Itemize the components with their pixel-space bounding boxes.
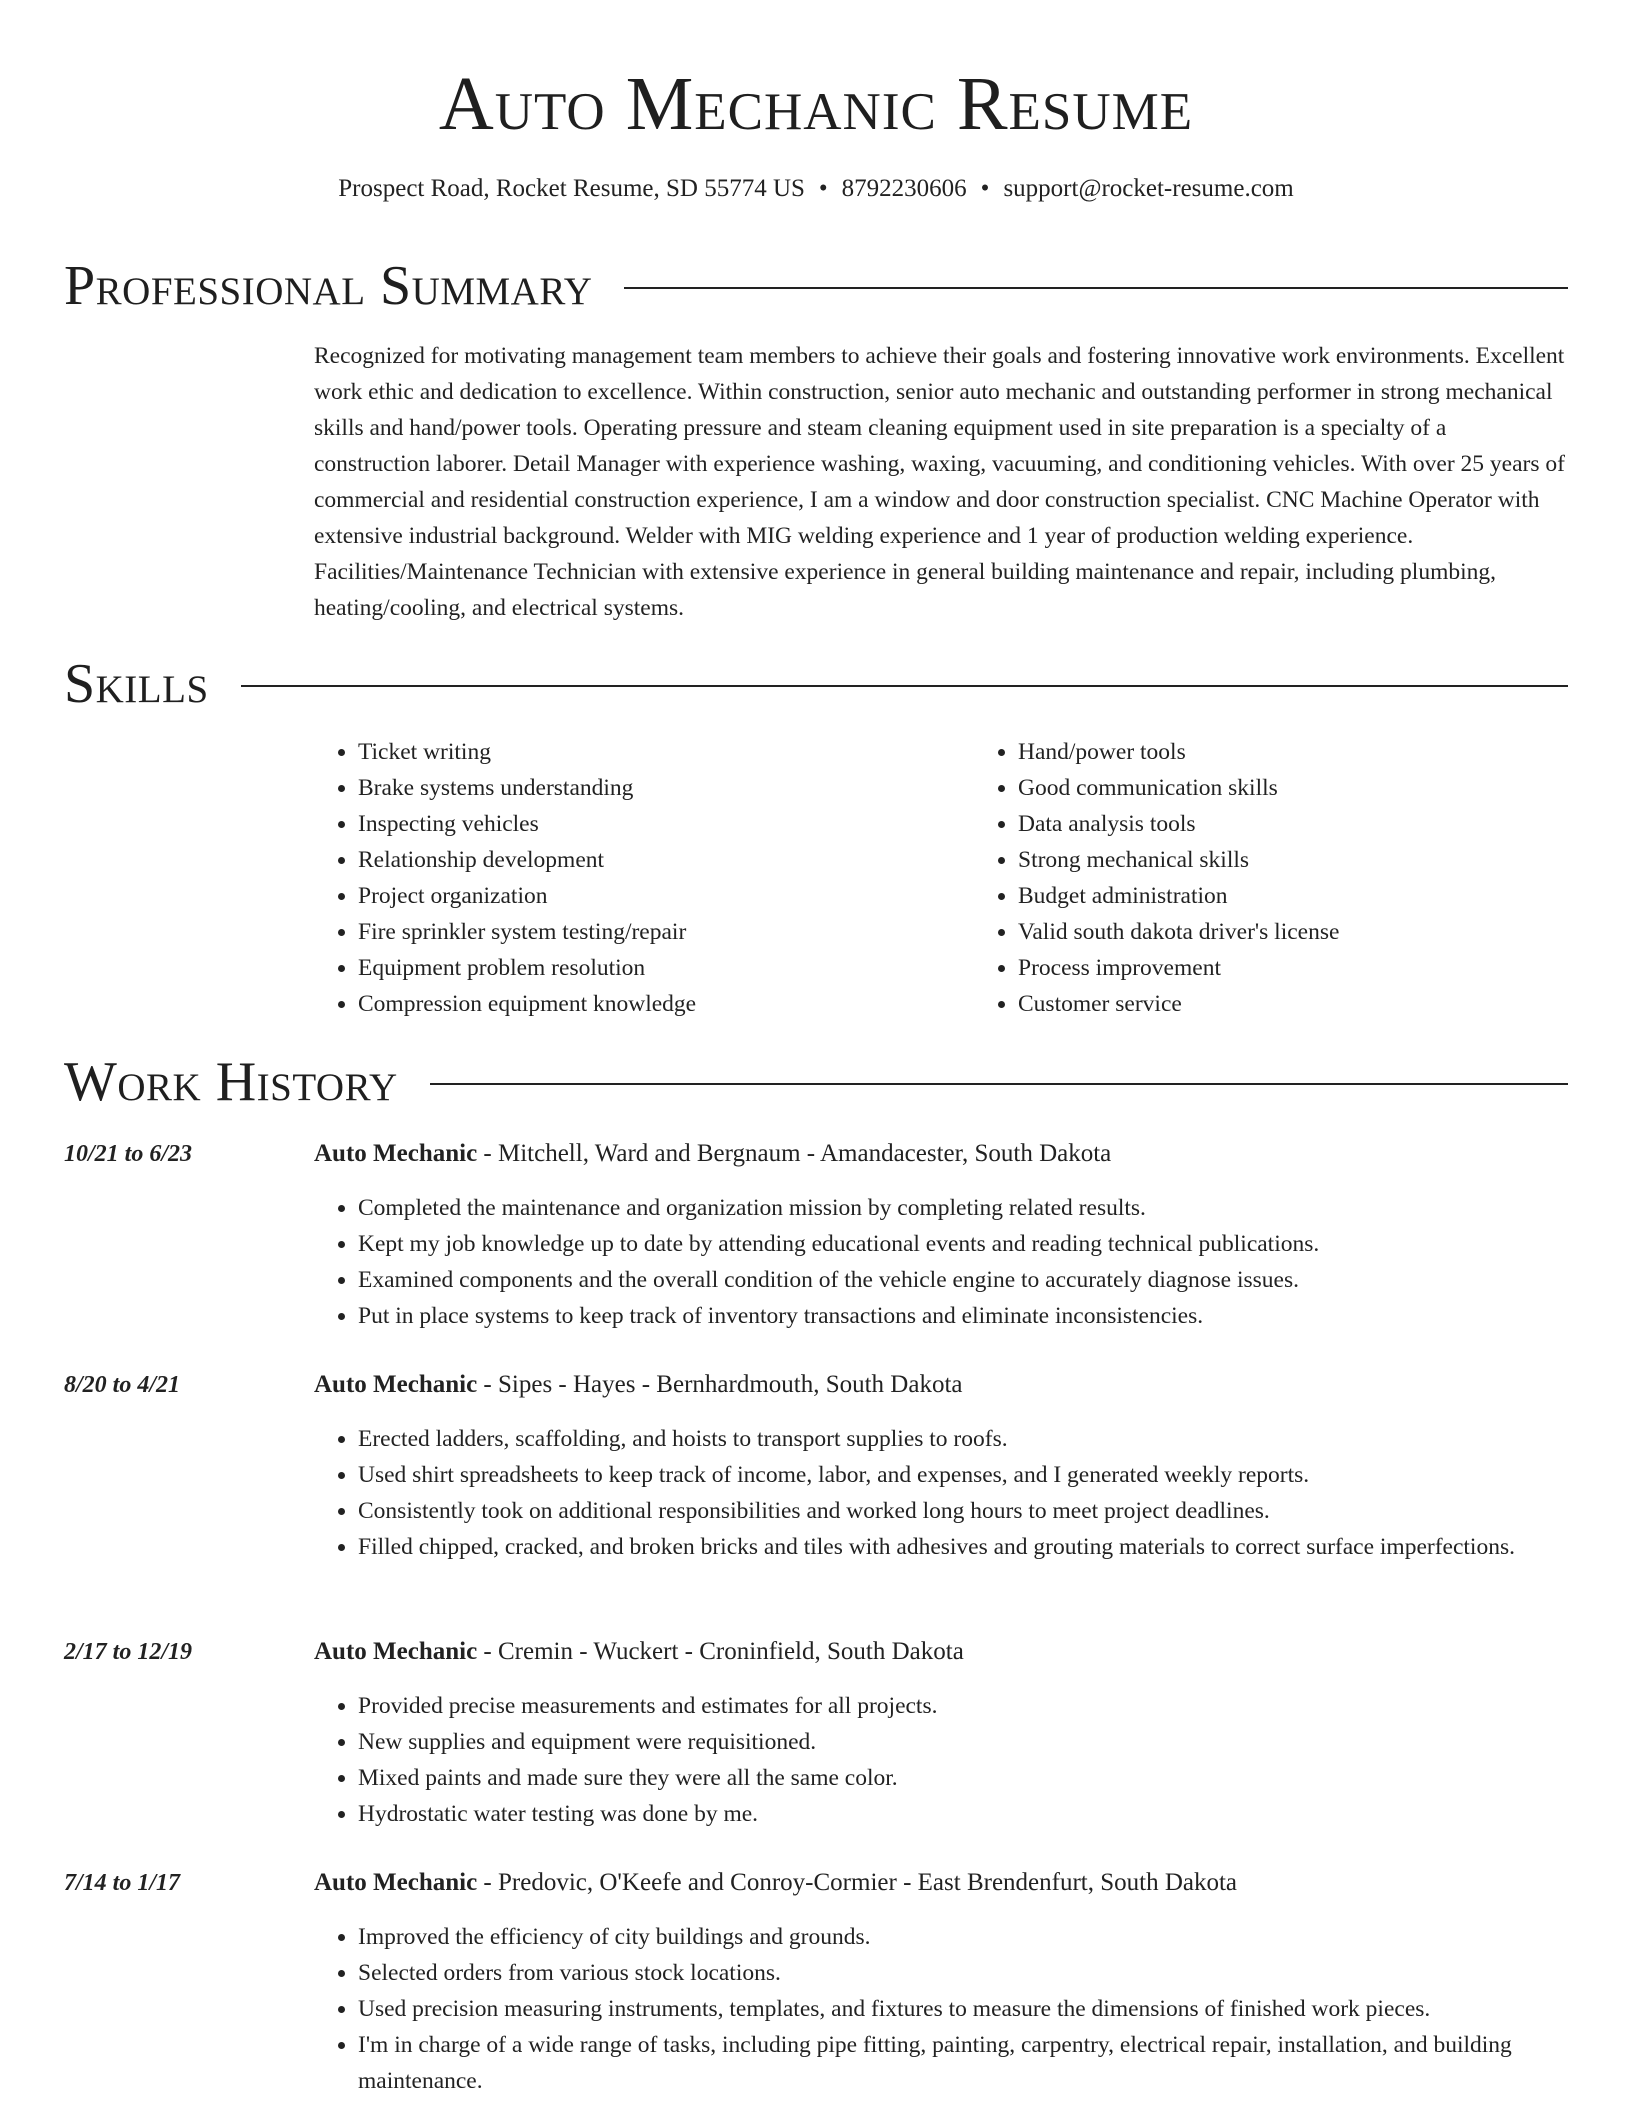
section-title-work-history: Work History (64, 1051, 398, 1113)
job-duty: • Completed the maintenance and organization mission by completing related results. (358, 1190, 1568, 1226)
skill-item: • Hand/power tools (1018, 734, 1568, 770)
contact-line (0, 172, 1632, 206)
skills-list (314, 734, 1568, 1022)
job-duty: • Kept my job knowledge up to date by attending educational events and reading technical publications. (358, 1226, 1568, 1262)
skills-section-header (64, 652, 1568, 716)
job-duty: • Provided precise measurements and estimates for all projects. (358, 1688, 1568, 1724)
job-title: Auto Mechanic (314, 1140, 478, 1167)
job-duty: • Consistently took on additional responsibilities and worked long hours to meet project deadlines. (358, 1493, 1568, 1529)
skill-item: • Compression equipment knowledge (358, 986, 974, 1022)
skill-item: • Brake systems understanding (358, 770, 974, 806)
job-dates: 2/17 to 12/19 (64, 1639, 193, 1665)
job-duty: • Selected orders from various stock locations. (358, 1955, 1568, 1991)
address: Prospect Road, Rocket Resume, SD 55774 US (338, 175, 805, 202)
job-duty: • Put in place systems to keep track of inventory transactions and eliminate inconsistencies. (358, 1298, 1568, 1334)
skill-item: • Inspecting vehicles (358, 806, 974, 842)
job-duty: • I'm in charge of a wide range of tasks, including pipe fitting, painting, carpentry, electrical repair, installation, and building maintenance. (358, 2027, 1568, 2099)
job-dates: 7/14 to 1/17 (64, 1870, 181, 1896)
skill-item: • Customer service (1018, 986, 1568, 1022)
job-dates: 8/20 to 4/21 (64, 1372, 181, 1398)
summary-text: Recognized for motivating management team members to achieve their goals and fostering innovative work environments. Excellent work ethic and dedication to excellence. Within construction, senior auto mechanic and outstanding performer in strong mechanical skills and hand/power tools. Operating pressure and steam cleaning equipment used in site preparation is a specialty of a construction laborer. Detail Manager with experience washing, waxing, vacuuming, and conditioning vehicles. With over 25 years of commercial and residential construction experience, I am a window and door construction specialist. CNC Machine Operator with extensive industrial background. Welder with MIG welding experience and 1 year of production welding experience. Facilities/Maintenance Technician with extensive experience in general building maintenance and repair, including plumbing, heating/cooling, and electrical systems. (314, 343, 1565, 621)
job-title: Auto Mechanic (314, 1371, 478, 1398)
skill-item: • Budget administration (1018, 878, 1568, 914)
job-duty: • New supplies and equipment were requisitioned. (358, 1724, 1568, 1760)
job-duty: • Erected ladders, scaffolding, and hoists to transport supplies to roofs. (358, 1421, 1568, 1457)
skill-item: • Valid south dakota driver's license (1018, 914, 1568, 950)
job-duty: • Mixed paints and made sure they were all the same color. (358, 1760, 1568, 1796)
skill-item: • Strong mechanical skills (1018, 842, 1568, 878)
job-duties (314, 1190, 1568, 1334)
job-duty: • Used precision measuring instruments, templates, and fixtures to measure the dimensions of finished work pieces. (358, 1991, 1568, 2027)
section-divider (624, 287, 1568, 289)
skills-column-right (974, 734, 1568, 1022)
skills-column-left (314, 734, 974, 1022)
job-company: - Sipes - Hayes - Bernhardmouth, South Dakota (477, 1371, 963, 1398)
job-duty: • Hydrostatic water testing was done by me. (358, 1796, 1568, 1832)
phone: 8792230606 (841, 175, 967, 202)
work-history-section-header (64, 1050, 1568, 1114)
job-heading (314, 1634, 964, 1670)
skill-item: • Equipment problem resolution (358, 950, 974, 986)
job-heading (314, 1367, 963, 1403)
section-title-summary: Professional Summary (64, 255, 593, 317)
job-heading (314, 1865, 1237, 1901)
resume-title: Auto Mechanic Resume (438, 62, 1194, 146)
job-duties (314, 1688, 1568, 1832)
skill-item: • Good communication skills (1018, 770, 1568, 806)
section-title-skills: Skills (64, 653, 209, 715)
skill-item: • Data analysis tools (1018, 806, 1568, 842)
skill-item: • Process improvement (1018, 950, 1568, 986)
skill-item: • Fire sprinkler system testing/repair (358, 914, 974, 950)
summary-section-header (64, 254, 1568, 318)
skill-item: • Project organization (358, 878, 974, 914)
job-heading (314, 1136, 1111, 1172)
job-company: - Mitchell, Ward and Bergnaum - Amandacester, South Dakota (477, 1140, 1112, 1167)
job-company: - Predovic, O'Keefe and Conroy-Cormier - East Brendenfurt, South Dakota (477, 1869, 1238, 1896)
job-duties (314, 1919, 1568, 2099)
job-title: Auto Mechanic (314, 1869, 478, 1896)
separator: • (818, 175, 828, 202)
job-duty: • Examined components and the overall condition of the vehicle engine to accurately diagnose issues. (358, 1262, 1568, 1298)
separator: • (980, 175, 990, 202)
job-company: - Cremin - Wuckert - Croninfield, South Dakota (477, 1638, 964, 1665)
job-duty: • Used shirt spreadsheets to keep track of income, labor, and expenses, and I generated weekly reports. (358, 1457, 1568, 1493)
email: support@rocket-resume.com (1003, 175, 1294, 202)
skill-item: • Ticket writing (358, 734, 974, 770)
section-divider (241, 685, 1568, 687)
job-duties (314, 1421, 1568, 1565)
skill-item: • Relationship development (358, 842, 974, 878)
job-duty: • Filled chipped, cracked, and broken bricks and tiles with adhesives and grouting materials to correct surface imperfections. (358, 1529, 1568, 1565)
section-divider (430, 1083, 1568, 1085)
job-duty: • Improved the efficiency of city buildings and grounds. (358, 1919, 1568, 1955)
job-title: Auto Mechanic (314, 1638, 478, 1665)
job-dates: 10/21 to 6/23 (64, 1141, 193, 1167)
